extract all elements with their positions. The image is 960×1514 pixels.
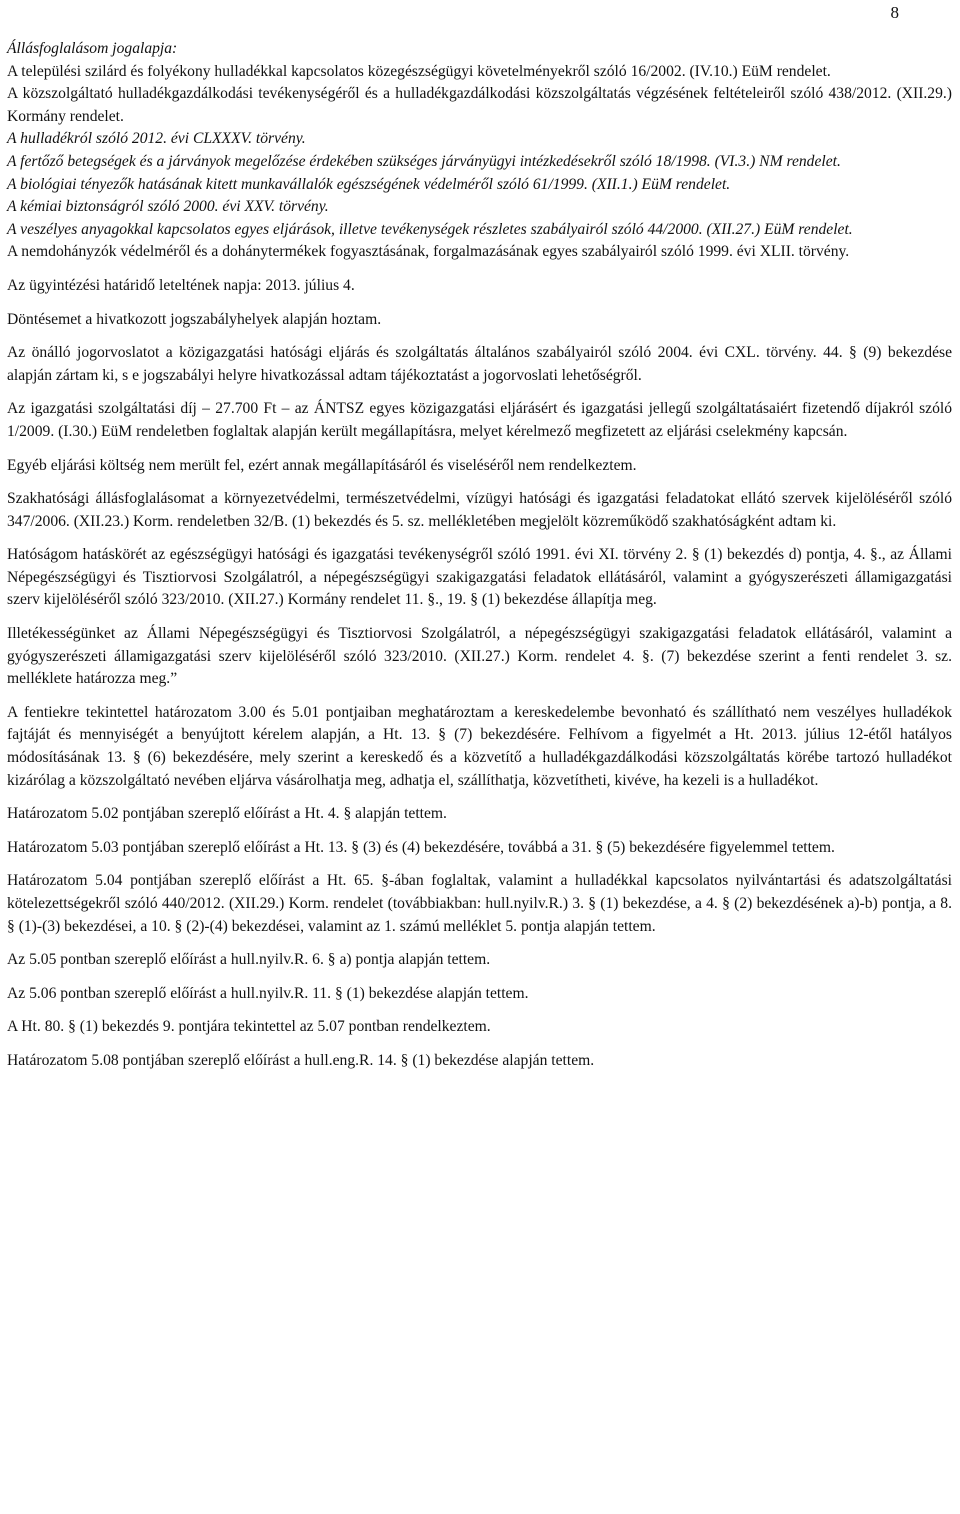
point-paragraph: A Ht. 80. § (1) bekezdés 9. pontjára tekintettel az 5.07 pontban rendelkeztem. [7, 1018, 491, 1036]
page-number: 8 [890, 3, 899, 22]
point-paragraph: Az 5.06 pontban szereplő előírást a hull.nyilv.R. 11. § (1) bekezdése alapján tettem. [7, 984, 529, 1002]
other-costs-paragraph: Egyéb eljárási költség nem merült fel, ezért annak megállapításáról és viseléséről nem rendelkeztem. [7, 456, 637, 474]
legal-basis-item: A veszélyes anyagokkal kapcsolatos egyes eljárások, illetve tevékenységek részletes szabályairól szóló 44/2000. (XII.27.) EüM rendelet. [7, 220, 853, 238]
legal-basis-item: A települési szilárd és folyékony hulladékkal kapcsolatos közegészségügyi követelményekről szóló 16/2002. (IV.10.) EüM rendelet. [7, 62, 831, 80]
point-paragraph: Határozatom 5.04 pontjában szereplő előírást a Ht. 65. §-ában foglaltak, valamint a hulladékkal kapcsolatos nyilvántartási és adatszolgáltatási kötelezettségekről szóló 440/2012. (XII.29.) Korm. rendelet (továbbiakban: hull.nyilv.R.) 3. § (1) bekezdése, a 4. § (2) bekezdésének a)-b) pontja, a 8. § (1)-(3) bekezdései, a 10. § (2)-(4) bekezdései, valamint az 1. számú melléklet 5. pontja alapján tettem. [7, 872, 952, 935]
fee-paragraph: Az igazgatási szolgáltatási díj – 27.700 Ft – az ÁNTSZ egyes közigazgatási eljárásért és igazgatási jellegű szolgáltatásaiért fizetendő díjakról szóló 1/2009. (I.30.) EüM rendeletben foglaltak alapján került megállapításra, melyet kérelmező megfizetett az eljárási cselekmény kapcsán. [7, 400, 952, 440]
legal-basis-item: A kémiai biztonságról szóló 2000. évi XXV. törvény. [7, 198, 329, 216]
remedy-paragraph: Az önálló jogorvoslatot a közigazgatási hatósági eljárás és szolgáltatás általános szabályairól szóló 2004. évi CXL. törvény. 44. § (9) bekezdése alapján zártam ki, s e jogszabályi helyre hivatkozással adtam tájékoztatást a jogorvoslati lehetőségről. [7, 344, 952, 384]
findings-paragraph: A fentiekre tekintettel határozatom 3.00 és 5.01 pontjaiban meghatároztam a kereskedelembe bevonható és szállítható nem veszélyes hulladékok fajtáját és mennyiségét a benyújtott kérelem alapján, a Ht. 13. § (7) bekezdésére. Felhívom a figyelmét a Ht. 2013. július 12-étől hatályos módosításának 13. § (6) bekezdésére, mely szerint a kereskedő és a közvetítő a hulladékgazdálkodási közszolgáltatás körébe tartozó hulladékot kizárólag a közszolgáltató nevében eljárva vásárolhatja meg, adhatja el, szállíthatja, közvetítheti, kivéve, ha kezeli is a hulladékot. [7, 703, 952, 789]
basis-heading: Állásfoglalásom jogalapja: [7, 40, 178, 57]
point-paragraph: Határozatom 5.08 pontjában szereplő előírást a hull.eng.R. 14. § (1) bekezdése alapján tettem. [7, 1051, 595, 1069]
legal-basis-item: A nemdohányzók védelméről és a dohánytermékek fogyasztásának, forgalmazásának egyes szabályairól szóló 1999. évi XLII. törvény. [7, 243, 850, 261]
legal-basis-item: A hulladékról szóló 2012. évi CLXXXV. törvény. [7, 130, 306, 148]
deadline-paragraph: Az ügyintézési határidő leteltének napja: 2013. július 4. [7, 276, 355, 294]
point-paragraph: Az 5.05 pontban szereplő előírást a hull.nyilv.R. 6. § a) pontja alapján tettem. [7, 951, 491, 969]
decision-basis-paragraph: Döntésemet a hivatkozott jogszabályhelyek alapján hoztam. [7, 310, 382, 328]
legal-basis-item: A közszolgáltató hulladékgazdálkodási tevékenységéről és a hulladékgazdálkodási közszolgáltatás végzésének feltételeiről szóló 438/2012. (XII.29.) Kormány rendelet. [7, 85, 952, 125]
special-authority-paragraph: Szakhatósági állásfoglalásomat a környezetvédelmi, természetvédelmi, vízügyi hatósági és igazgatási feladatokat ellátó szervek kijelöléséről szóló 347/2006. (XII.23.) Korm. rendeletben 32/B. (1) bekezdés és 5. sz. mellékletében megjelölt közreműködő szakhatóságként adtam ki. [7, 490, 952, 530]
legal-basis-item: A biológiai tényezők hatásának kitett munkavállalók egészségének védelméről szóló 61/1999. (XII.1.) EüM rendelet. [7, 175, 731, 193]
legal-basis-item: A fertőző betegségek és a járványok megelőzése érdekében szükséges járványügyi intézkedésekről szóló 18/1998. (VI.3.) NM rendelet. [7, 152, 841, 170]
point-paragraph: Határozatom 5.02 pontjában szereplő előírást a Ht. 4. § alapján tettem. [7, 805, 447, 823]
jurisdiction-paragraph: Illetékességünket az Állami Népegészségügyi és Tisztiorvosi Szolgálatról, a népegészségügyi szakigazgatási feladatok ellátásáról, valamint a gyógyszerészeti államigazgatási szerv kijelöléséről szóló 323/2010. (XII.27.) Korm. rendelet 4. §. (7) bekezdése szerint a fenti rendelet 3. sz. melléklete határozza meg.” [7, 625, 952, 688]
competence-paragraph: Hatóságom hatáskörét az egészségügyi hatósági és igazgatási tevékenységről szóló 1991. évi XI. törvény 2. § (1) bekezdés d) pontja, 4. §., az Állami Népegészségügyi és Tisztiorvosi Szolgálatról, a népegészségügyi szakigazgatási feladatok ellátásáról, valamint a gyógyszerészeti államigazgatási szerv kijelöléséről szóló 323/2010. (XII.27.) Kormány rendelet 11. §., 19. § (1) bekezdése állapítja meg. [7, 546, 952, 609]
point-paragraph: Határozatom 5.03 pontjában szereplő előírást a Ht. 13. § (3) és (4) bekezdésére, továbbá a 31. § (5) bekezdésére figyelemmel tettem. [7, 838, 835, 856]
